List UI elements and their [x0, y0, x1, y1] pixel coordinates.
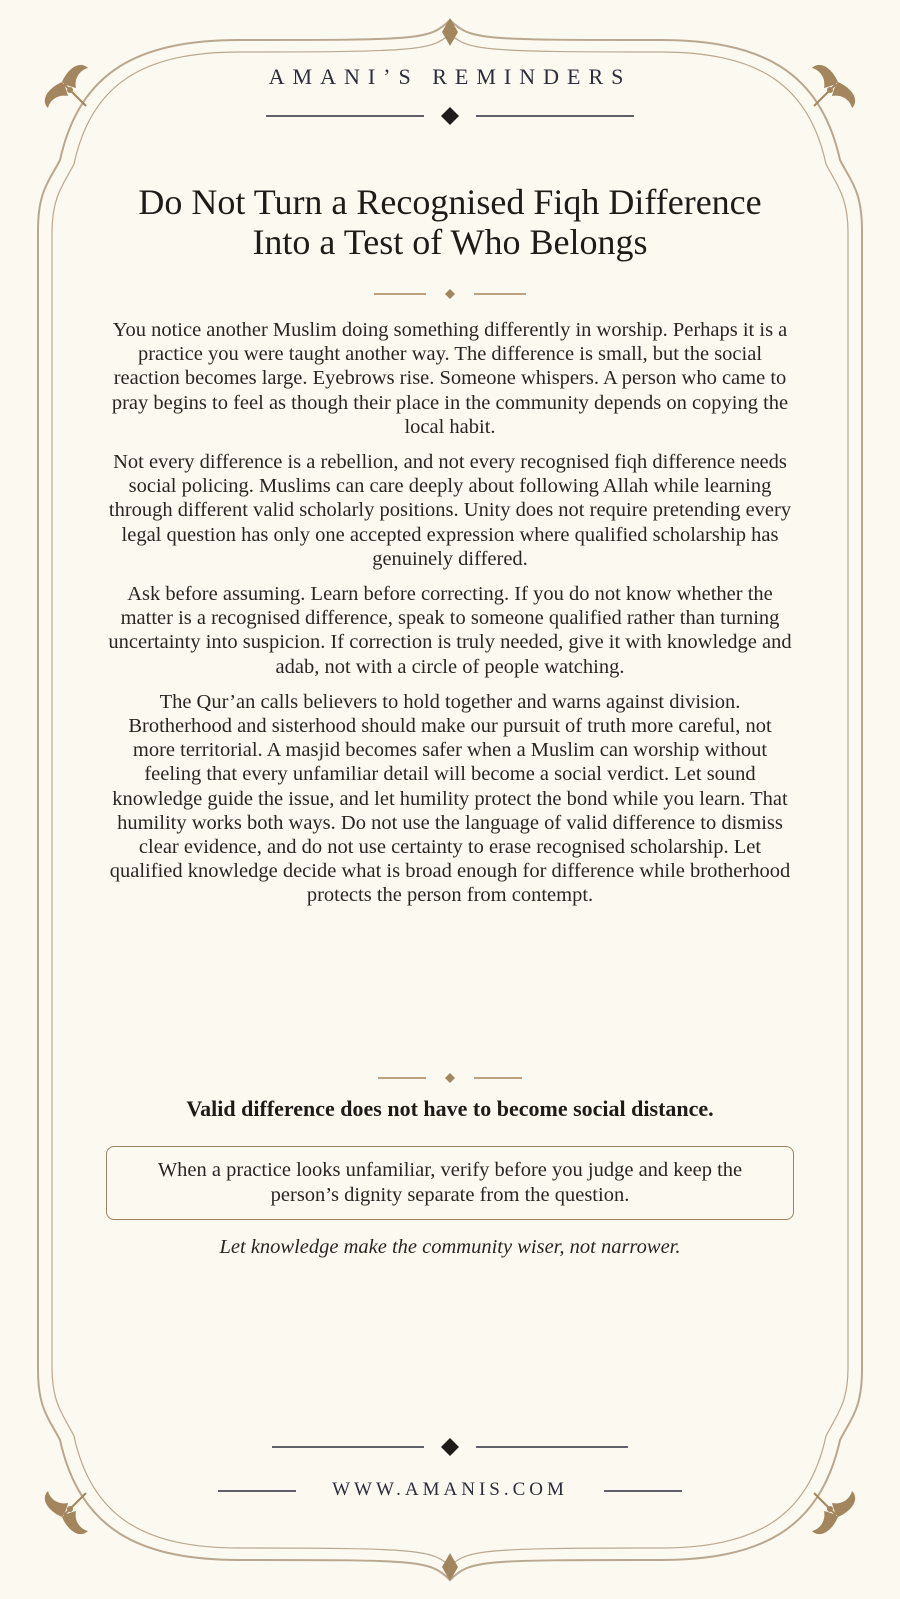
title-line-1: Do Not Turn a Recognised Fiqh Difference: [138, 182, 762, 222]
callout-text: When a practice looks unfamiliar, verify before you judge and keep the person’s dignity separate from the question.: [157, 1159, 743, 1206]
footer-divider: [0, 1437, 900, 1457]
callout-box: [106, 1146, 794, 1220]
diamond-icon: [441, 107, 459, 125]
diamond-icon: [445, 1073, 455, 1083]
title-divider: [0, 284, 900, 304]
body-divider: [0, 1068, 900, 1088]
header-divider: [0, 106, 900, 126]
body-text: [108, 318, 792, 919]
paragraph-4: The Qur’an calls believers to hold together and warns against division. Brotherhood and sisterhood should make our pursuit of truth more careful, not more territorial. A masjid becomes safer when a Muslim can worship without feeling that every unfamiliar detail will become a social verdict. Let sound knowledge guide the issue, and let humility protect the bond while you learn. That humility works both ways. Do not use the language of valid difference to dismiss clear evidence, and do not use certainty to erase recognised scholarship. Let qualified knowledge decide what is broad enough for difference while brotherhood protects the person from contempt.: [109, 690, 791, 907]
paragraph-3: Ask before assuming. Learn before correcting. If you do not know whether the matter is a recognised difference, speak to someone qualified rather than turning uncertainty into suspicion. If correction is truly needed, give it with knowledge and adab, not with a circle of people watching.: [108, 583, 792, 678]
closing-line: Let knowledge make the community wiser, not narrower.: [219, 1236, 681, 1258]
diamond-icon: [441, 1438, 459, 1456]
paragraph-2: Not every difference is a rebellion, and not every recognised fiqh difference needs social policing. Muslims can care deeply about following Allah while learning through different valid scholarly positions. Unity does not require pretending every legal question has only one accepted expression where qualified scholarship has genuinely differed.: [108, 451, 792, 570]
website-link[interactable]: WWW.AMANIS.COM: [332, 1479, 568, 1500]
title-line-2: Into a Test of Who Belongs: [252, 222, 648, 262]
page-title: [60, 182, 840, 262]
paragraph-1: You notice another Muslim doing something differently in worship. Perhaps it is a practice you were taught another way. The difference is small, but the social reaction becomes large. Eyebrows rise. Someone whispers. A person who came to pray begins to feel as though their place in the community depends on copying the local habit.: [111, 319, 789, 438]
brand-name: AMANI’S REMINDERS: [268, 64, 632, 89]
key-takeaway: Valid difference does not have to become social distance.: [186, 1096, 714, 1121]
diamond-icon: [445, 289, 455, 299]
